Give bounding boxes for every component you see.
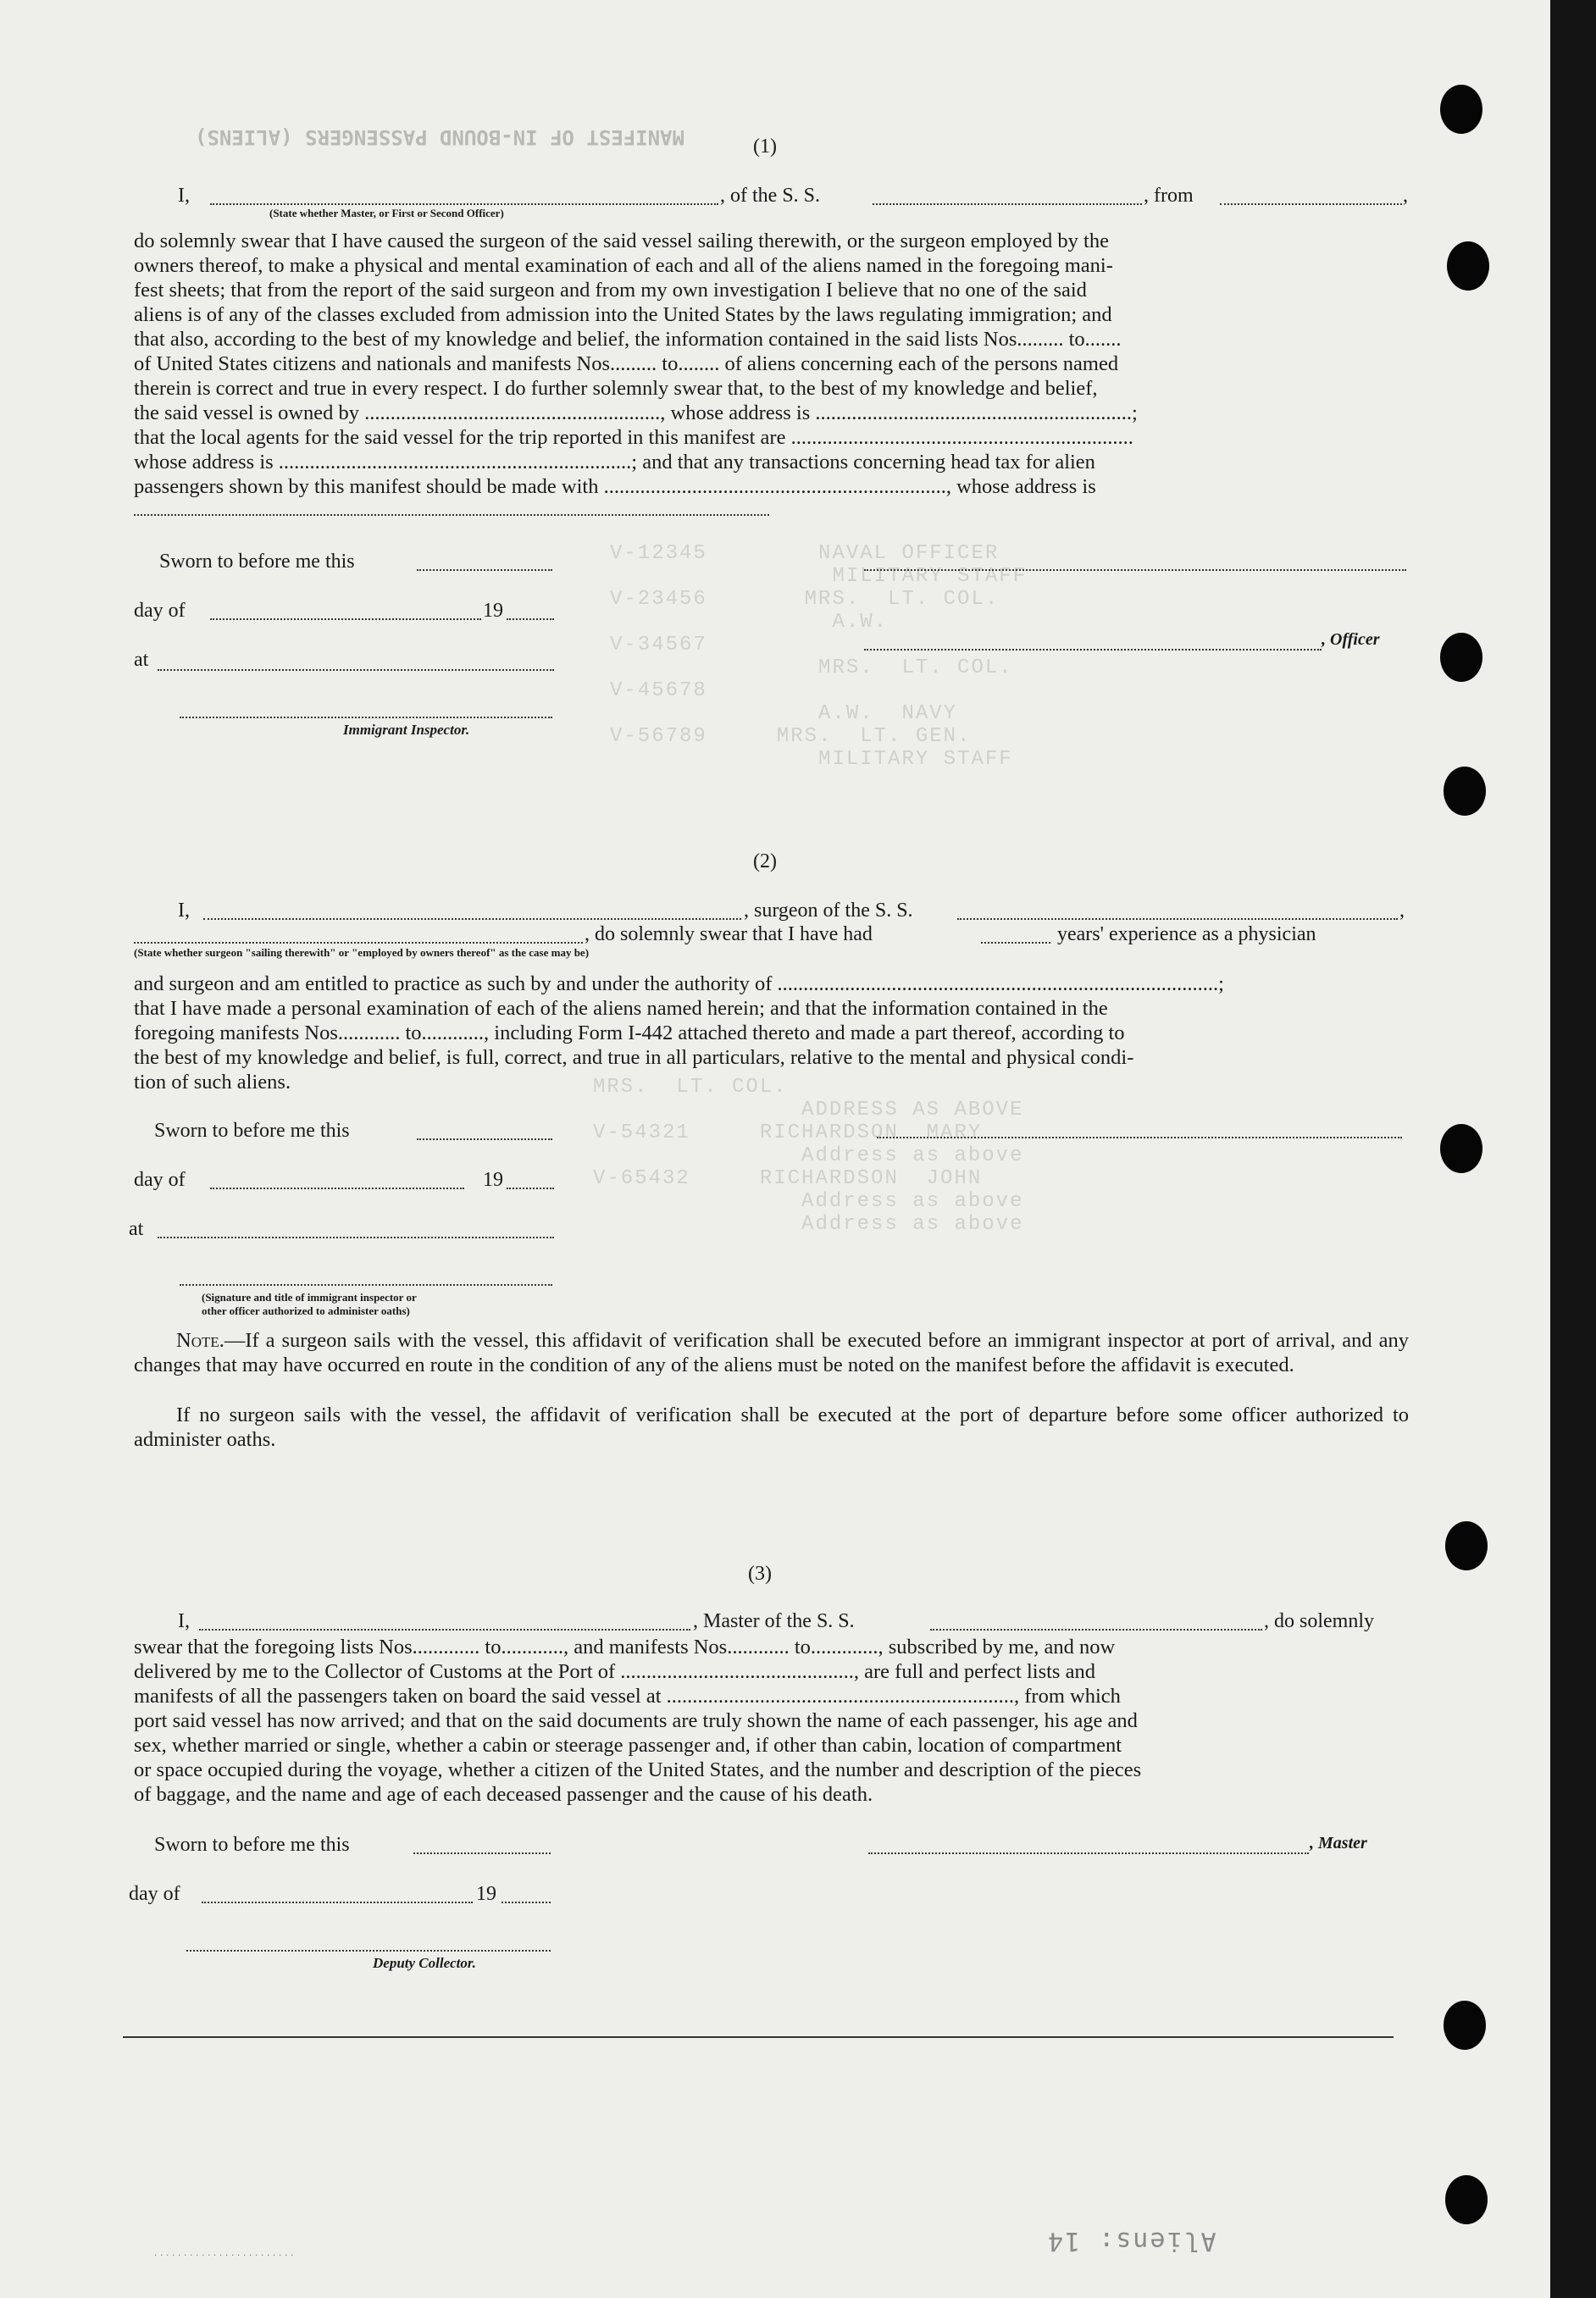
master-oath-line: port said vessel has now arrived; and that on the said documents are truly shown the name of each passenger, his age and xyxy=(134,1709,1138,1732)
sworn-date-blank-3[interactable] xyxy=(413,1852,551,1854)
master-oath-line: delivered by me to the Collector of Customs at the Port of ............................................., are full and perfect lists and xyxy=(134,1660,1095,1683)
day-of-label: day of xyxy=(134,600,186,622)
section-1-i: I, xyxy=(178,185,190,207)
year-blank-3[interactable] xyxy=(502,1902,551,1903)
section-1-number: (1) xyxy=(753,136,777,158)
at-label-2: at xyxy=(129,1218,144,1240)
inspector-caption: Immigrant Inspector. xyxy=(343,722,470,738)
surgeon-oath-line: and surgeon and am entitled to practice as such by and under the authority of .....................................................................................; xyxy=(134,972,1224,995)
surgeon-oath-line: foregoing manifests Nos............ to............, including Form I-442 attached thereto and made a part thereof, according to xyxy=(134,1022,1125,1044)
master-label: , Master of the S. S. xyxy=(693,1610,855,1632)
authority-signature-blank[interactable] xyxy=(180,1284,552,1286)
year-label: 19 xyxy=(483,600,503,622)
section-1-ss-label: , of the S. S. xyxy=(720,185,821,207)
from-port-blank[interactable] xyxy=(1220,203,1402,205)
oath-line: fest sheets; that from the report of the said surgeon and from my own investigation I believe that no one of the said xyxy=(134,279,1087,302)
ship-name-blank-3[interactable] xyxy=(930,1629,1262,1631)
sworn-label: Sworn to before me this xyxy=(159,551,355,573)
officer-signature-blank[interactable] xyxy=(864,649,1322,651)
surgeon-signature-blank[interactable] xyxy=(877,1137,1402,1138)
section-3-i: I, xyxy=(178,1610,190,1632)
oath-line: passengers shown by this manifest should be made with .................................................................., whose address is xyxy=(134,475,1096,498)
years-blank[interactable] xyxy=(981,942,1050,944)
section-2-number: (2) xyxy=(753,850,777,872)
address-blank[interactable] xyxy=(134,514,769,516)
officer-caption: , Officer xyxy=(1322,630,1380,649)
section-1-comma: , xyxy=(1403,185,1408,207)
show-through-text-2: MRS. LT. COL. ADDRESS AS ABOVE V-54321 RICHARDSON MARY Address as above V-65432 RICHARDSON JOHN Address as above Address as above xyxy=(593,1076,1024,1236)
master-oath-line: of baggage, and the name and age of each deceased passenger and the cause of his death. xyxy=(134,1783,873,1806)
officer-signature-line-1[interactable] xyxy=(864,569,1406,571)
punch-hole xyxy=(1440,85,1482,134)
swear-years-label: , do solemnly swear that I have had xyxy=(585,923,873,945)
note-text: —If a surgeon sails with the vessel, this affidavit of verification shall be executed before an immigrant inspector at port of arrival, and any changes that may have occurred en route in the condition of any of the aliens must be noted on the manifest before the affidavit is executed. xyxy=(134,1329,1409,1377)
master-name-blank[interactable] xyxy=(199,1629,690,1631)
surgeon-status-blank[interactable] xyxy=(134,942,583,944)
collector-caption: Deputy Collector. xyxy=(373,1955,476,1971)
year-blank[interactable] xyxy=(507,618,554,620)
punch-hole xyxy=(1444,2001,1486,2050)
oath-line: the said vessel is owned by ........................................................., whose address is .............................................................; xyxy=(134,401,1138,424)
printer-imprint: · · · · · · · · · · · · · · · · · · · · · · · · xyxy=(154,2250,294,2261)
master-signature-blank[interactable] xyxy=(868,1852,1309,1854)
oath-line: aliens is of any of the classes excluded from admission into the United States by the laws regulating immigration; and xyxy=(134,303,1112,326)
section-1-from-label: , from xyxy=(1144,185,1194,207)
authority-caption-1: (Signature and title of immigrant inspector or xyxy=(202,1291,417,1304)
day-blank[interactable] xyxy=(210,618,481,620)
document-page: MANIFEST OF IN-BOUND PASSENGERS (ALIENS) V-12345 NAVAL OFFICER MILITARY STAFF V-23456 MRS. LT. COL. A.W. V-34567 MRS. LT. COL. V-45678 A.W. NAVY V-56789 MRS. LT. GEN. MILITARY STAFF MRS. LT. COL. ADDRESS AS ABOVE V-54321 RICHARDSON MARY Address as above V-65432 RICHARDSON JOHN Address as above Address as above (1) I, , of the S. S. , from , (State whether Master, or First or Second Officer) do solemnly swear that I have caused the surgeon of the said vessel sailing therewith, or the surgeon employed by the owners thereof, to make a physical and mental examination of each and all of the aliens named in the foregoing mani- fest sheets; that from the report of the said surgeon and from my own investigation I believe that no one of the said aliens is of any of the classes excluded from admission into the United States by the laws regulating immigration; and that also, according to the best of my knowledge and belief, the information contained in the said lists Nos......... to....... of United States citizens and nationals and manifests Nos......... to........ of aliens concerning each of the persons named therein is correct and true in every respect. I do further solemnly swear that, to the best of my knowledge and belief, the said vessel is owned by ........................................................., whose address is .............................................................; that the local agents for the said vessel for the trip reported in this manifest are .................................................................. whose address is ....................................................................; and that any transactions concerning head tax for alien passengers shown by this manifest should be made with .................................................................., whose address is Sworn to before me this day of 19 at Immigrant Inspector. , Officer (2) I, , surgeon of the S. S. , , do solemnly swear that I have had years' experience as a physician (State whether surgeon "sailing therewith" or "employed by owners thereof" as the case may be) and surgeon and am entitled to practice as such by and under the authority of .....................................................................................; that I have made a personal examination of each of the aliens named herein; and that the information contained in the foregoing manifests Nos............ to............, including Form I-442 attached thereto and made a part thereof, according to the best of my knowledge and belief, is full, correct, and true in all particulars, relative to the mental and physical condi- tion of such aliens. Sworn to before me this day of 19 at (Signature and title of immigrant inspector or other officer authorized to administer oaths) Note.—If a surgeon sails with the vessel, this affidavit of verification shall be executed before an immigrant inspector at port of arrival, and any changes that may have occurred en route in the condition of any of the aliens must be noted on the manifest before the affidavit is executed. If no surgeon sails with the vessel, the affidavit of verification shall be executed at the port of departure before some officer authorized to administer oaths. (3) I, , Master of the S. S. , do solemnly swear that the foregoing lists Nos............. to............, and manifests Nos............ to............., subscribed by me, and now delivered by me to the Collector of Customs at the Port of ............................................., are full and perfect lists and manifests of all the passengers taken on board the said vessel at ..................................................................., from which port said vessel has now arrived; and that on the said documents are truly shown the name of each passenger, his age and sex, whether married or single, whether a cabin or steerage passenger and, if other than cabin, location of compartment or space occupied during the voyage, whether a citizen of the United States, and the number and description of the pieces of baggage, and the name and age of each deceased passenger and the cause of his death. Sworn to before me this day of 19 Deputy Collector. , Master · · · · · · · · · · · · · · · · · · · · · · · · Aliens: 14 xyxy=(0,0,1550,2298)
oath-line: of United States citizens and nationals and manifests Nos......... to........ of aliens concerning each of the persons named xyxy=(134,352,1119,375)
physician-label: years' experience as a physician xyxy=(1057,923,1316,945)
note-label: Note. xyxy=(176,1329,224,1352)
at-label: at xyxy=(134,649,149,671)
ship-name-blank-2[interactable] xyxy=(957,918,1398,920)
day-of-label-3: day of xyxy=(129,1883,180,1905)
at-blank[interactable] xyxy=(158,669,554,671)
solemnly-label: , do solemnly xyxy=(1264,1610,1374,1632)
show-through-header: MANIFEST OF IN-BOUND PASSENGERS (ALIENS) xyxy=(195,125,684,149)
officer-caption: (State whether Master, or First or Second Officer) xyxy=(269,207,504,219)
punch-hole xyxy=(1440,633,1482,682)
year-label-2: 19 xyxy=(483,1169,503,1191)
year-blank-2[interactable] xyxy=(507,1188,554,1189)
show-through-text: V-12345 NAVAL OFFICER MILITARY STAFF V-23456 MRS. LT. COL. A.W. V-34567 MRS. LT. COL. V-45678 A.W. NAVY V-56789 MRS. LT. GEN. MILITARY STAFF xyxy=(610,542,1028,771)
master-oath-line: swear that the foregoing lists Nos............. to............, and manifests Nos............ to............., subscribed by me, and now xyxy=(134,1636,1116,1658)
section-3-number: (3) xyxy=(748,1563,772,1585)
sworn-label-3: Sworn to before me this xyxy=(154,1834,350,1856)
authority-caption-2: other officer authorized to administer oaths) xyxy=(202,1304,410,1317)
punch-hole xyxy=(1440,1124,1482,1173)
surgeon-oath-line: that I have made a personal examination of each of the aliens named herein; and that the information contained in the xyxy=(134,997,1108,1020)
year-label-3: 19 xyxy=(476,1883,496,1905)
collector-signature-blank[interactable] xyxy=(186,1950,551,1952)
master-oath-line: manifests of all the passengers taken on board the said vessel at ..................................................................., from which xyxy=(134,1685,1121,1708)
oath-line: that also, according to the best of my knowledge and belief, the information contained in the said lists Nos......... to....... xyxy=(134,328,1122,351)
scan-edge xyxy=(1550,0,1596,2298)
at-blank-2[interactable] xyxy=(158,1237,554,1238)
day-blank-2[interactable] xyxy=(210,1188,464,1189)
punch-hole xyxy=(1447,241,1489,291)
master-caption: , Master xyxy=(1310,1834,1367,1852)
sworn-date-blank-2[interactable] xyxy=(417,1138,552,1140)
oath-line: therein is correct and true in every respect. I do further solemnly swear that, to the best of my knowledge and belief, xyxy=(134,377,1098,400)
name-blank[interactable] xyxy=(210,203,718,205)
surgeon-label: , surgeon of the S. S. xyxy=(744,900,913,922)
surgeon-caption: (State whether surgeon "sailing therewith" or "employed by owners thereof" as the case may be) xyxy=(134,946,590,959)
master-oath-line: sex, whether married or single, whether a cabin or steerage passenger and, if other than cabin, location of compartment xyxy=(134,1734,1122,1757)
surgeon-oath-line: the best of my knowledge and belief, is full, correct, and true in all particulars, relative to the mental and physical condi- xyxy=(134,1046,1134,1069)
ship-name-blank[interactable] xyxy=(873,203,1142,205)
section-2-i: I, xyxy=(178,900,190,922)
note-paragraph xyxy=(134,1328,1409,1378)
master-oath-line: or space occupied during the voyage, whether a citizen of the United States, and the number and description of the pieces xyxy=(134,1758,1142,1781)
punch-hole xyxy=(1445,2175,1488,2224)
day-blank-3[interactable] xyxy=(202,1902,473,1903)
day-of-label-2: day of xyxy=(134,1169,186,1191)
surgeon-name-blank[interactable] xyxy=(203,918,741,920)
oath-line: that the local agents for the said vessel for the trip reported in this manifest are .................................................................. xyxy=(134,426,1133,449)
surgeon-oath-line: tion of such aliens. xyxy=(134,1071,291,1094)
oath-line: whose address is ....................................................................; and that any transactions concerning head tax for alien xyxy=(134,451,1095,473)
sworn-date-blank[interactable] xyxy=(417,569,552,571)
note-paragraph-2: If no surgeon sails with the vessel, the affidavit of verification shall be executed at the port of departure before some officer authorized to administer oaths. xyxy=(134,1404,1409,1452)
punch-hole xyxy=(1444,767,1486,816)
sworn-label-2: Sworn to before me this xyxy=(154,1120,350,1142)
aliens-stamp: Aliens: 14 xyxy=(1046,2226,1216,2256)
oath-line: do solemnly swear that I have caused the surgeon of the said vessel sailing therewith, or the surgeon employed by the xyxy=(134,230,1109,252)
oath-line: owners thereof, to make a physical and mental examination of each and all of the aliens named in the foregoing mani- xyxy=(134,254,1113,277)
inspector-signature-blank[interactable] xyxy=(180,717,552,718)
punch-hole xyxy=(1445,1521,1488,1570)
bottom-rule xyxy=(123,2036,1394,2038)
